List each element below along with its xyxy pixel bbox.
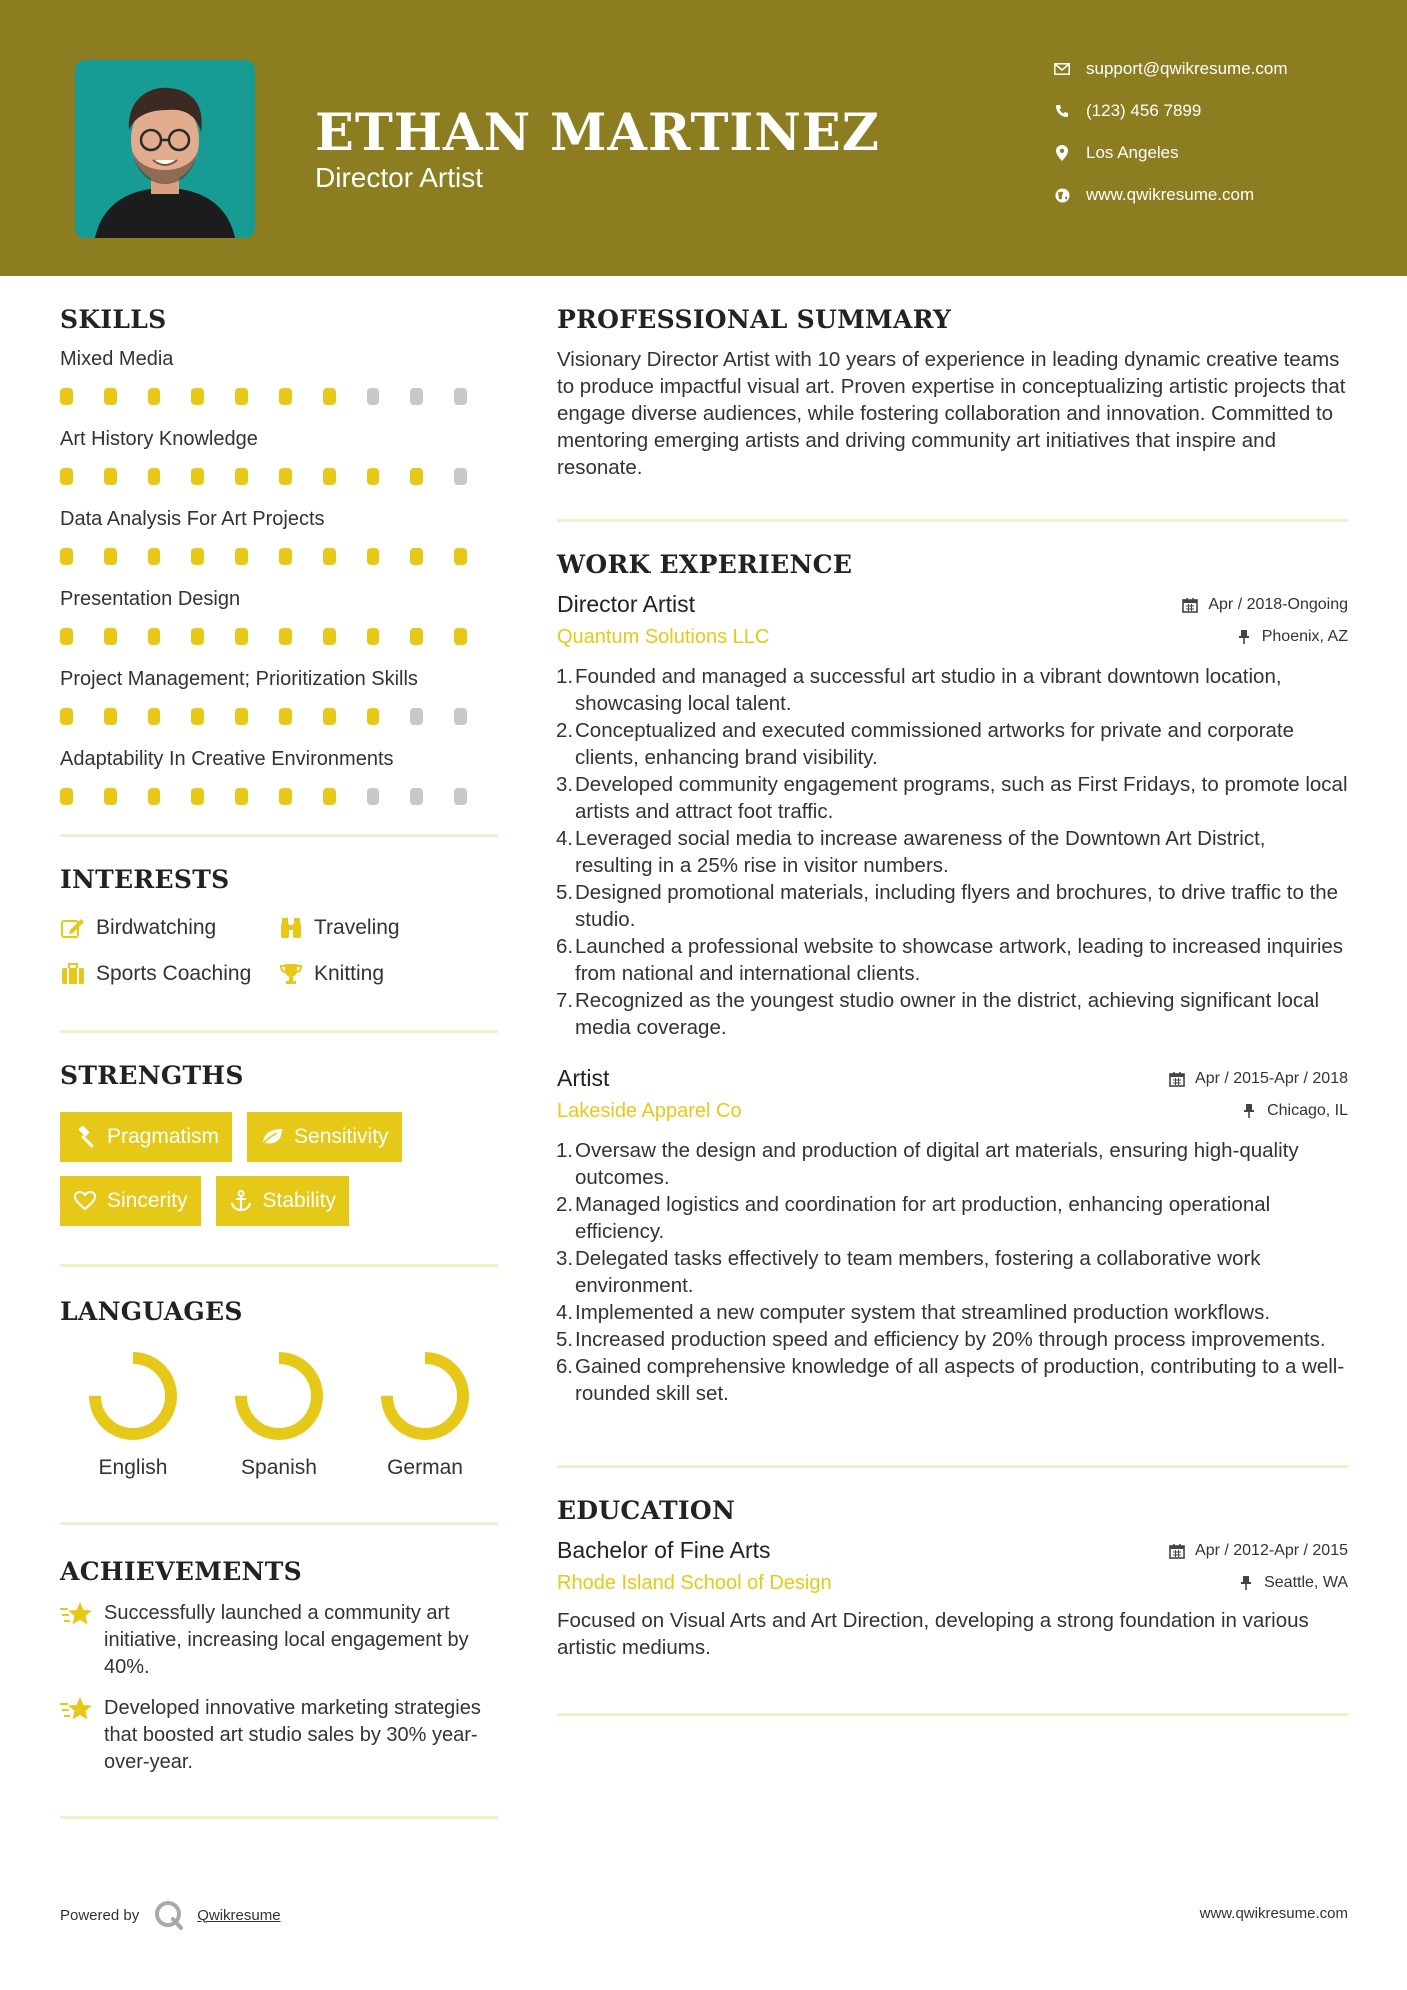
contact-phone[interactable] [1050,96,1370,126]
skill-dot-filled [323,468,336,485]
education-description: Focused on Visual Arts and Art Direction, developing a strong foundation in various artistic mediums. [557,1609,1309,1659]
language-item [352,1350,498,1480]
job-bullet: Recognized as the youngest studio owner in the district, achieving significant local media coverage. [575,989,1320,1039]
pushpin-icon [1239,1101,1259,1121]
pencil-icon [60,915,86,941]
job-bullet: Oversaw the design and production of digital art materials, ensuring high-quality outcomes. [575,1139,1299,1189]
job-bullet: Delegated tasks effectively to team members, fostering a collaborative work environment. [575,1247,1261,1297]
job-bullet: Founded and managed a successful art studio in a vibrant downtown location, showcasing local talent. [575,665,1282,715]
interest-item [60,958,278,990]
language-gauge-arc [95,1358,171,1434]
strength-label: Sensitivity [294,1125,389,1148]
education-entry [557,1533,1348,1661]
job-title: Artist [557,1065,610,1091]
skill-dot-filled [104,788,117,805]
skill-dot-filled [410,468,423,485]
work-title: WORK EXPERIENCE [557,550,853,579]
language-name: English [98,1456,168,1479]
contact-phone-text: (123) 456 7899 [1086,101,1202,120]
briefcase-icon [60,961,86,987]
qwikresume-link[interactable]: Qwikresume [197,1906,281,1924]
interests-list [60,912,498,990]
skill-dot-filled [367,548,380,565]
job-location-text: Chicago, IL [1267,1102,1348,1119]
calendar-icon [1167,1541,1187,1561]
job-dates [1167,1069,1348,1089]
skill-dot-filled [410,548,423,565]
candidate-role: Director Artist [315,162,484,193]
job-company: Lakeside Apparel Co [557,1100,742,1122]
skills-list [60,342,498,816]
summary-text: Visionary Director Artist with 10 years of experience in leading dynamic creative teams to produce impactful visual art. Proven expertise in conceptualizing artistic projects that engage diverse audiences, while fostering collaboration and innovation. Committed to mentoring emerging artists and driving community art initiatives that inspire and resonate. [557,348,1346,479]
skill-name: Data Analysis For Art Projects [60,508,325,530]
education-dates-text: Apr / 2012-Apr / 2015 [1195,1542,1348,1559]
language-name: Spanish [241,1456,317,1479]
map-pin-icon [1050,141,1074,165]
skill-dot-filled [60,548,73,565]
footer-branding [60,1895,281,1935]
skill-dot-filled [104,388,117,405]
strengths-title: STRENGTHS [60,1061,244,1090]
skill-dot-empty [454,388,467,405]
powered-by-text: Powered by [60,1906,140,1924]
strength-tag [60,1112,232,1162]
skill-dot-filled [367,708,380,725]
section-divider [60,1816,498,1819]
trophy-icon [278,961,304,987]
job-bullet: Designed promotional materials, including flyers and brochures, to drive traffic to the studio. [575,881,1339,931]
skill-dot-filled [323,548,336,565]
job-company: Quantum Solutions LLC [557,626,770,648]
education-location [1236,1573,1348,1593]
skill-dot-filled [104,628,117,645]
skill-dot-filled [191,388,204,405]
left-column [60,300,498,1819]
calendar-icon [1167,1069,1187,1089]
education-title: EDUCATION [557,1496,736,1525]
skill-dot-filled [191,788,204,805]
achievement-text: Successfully launched a community art initiative, increasing local engagement by 40%. [104,1602,469,1678]
skill-dot-empty [410,708,423,725]
job-bullets [557,663,1348,1041]
skill-dot-filled [104,468,117,485]
job-title: Director Artist [557,591,696,617]
job-bullet: Increased production speed and efficiency by 20% through process improvements. [575,1328,1326,1351]
pushpin-icon [1234,627,1254,647]
job-bullet: Conceptualized and executed commissioned artworks for private and corporate clients, enhancing brand visibility. [575,719,1295,769]
languages-title: LANGUAGES [60,1297,243,1326]
contact-location-text: Los Angeles [1086,143,1179,162]
achievement-item [60,1695,498,1776]
skill-dot-empty [454,708,467,725]
skills-title: SKILLS [60,305,167,334]
skill-dot-filled [279,628,292,645]
skill-dot-filled [323,708,336,725]
strength-tag [216,1176,350,1226]
job-dates [1180,595,1348,615]
language-gauge-arc [241,1358,317,1434]
skill-rating [60,536,498,576]
achievements-title: ACHIEVEMENTS [60,1557,302,1586]
contact-website-text: www.qwikresume.com [1086,185,1255,204]
skill-dot-filled [148,708,161,725]
skill-dot-filled [148,628,161,645]
language-gauge-arc [387,1358,463,1434]
section-divider [557,519,1348,522]
summary-section [557,300,1348,481]
skill-dot-filled [279,388,292,405]
degree: Bachelor of Fine Arts [557,1537,771,1563]
skill-dot-filled [279,708,292,725]
anchor-icon [229,1189,253,1213]
section-divider [60,1264,498,1267]
job-bullet: Implemented a new computer system that streamlined production workflows. [575,1301,1271,1324]
skill-dot-filled [191,708,204,725]
skill-rating [60,696,498,736]
skill-name: Presentation Design [60,588,241,610]
language-item [60,1350,206,1480]
strength-label: Sincerity [107,1189,188,1212]
skill-dot-filled [235,708,248,725]
skill-dot-filled [279,548,292,565]
skill-dot-filled [367,468,380,485]
interest-label: Knitting [314,962,385,985]
job-bullet: Leveraged social media to increase awareness of the Downtown Art District, resulting in a 25% rise in visitor numbers. [575,827,1266,877]
section-divider [60,1522,498,1525]
strength-label: Pragmatism [107,1125,220,1148]
strength-tag [60,1176,201,1226]
languages-list [60,1350,498,1480]
skill-dot-empty [410,388,423,405]
job-dates-text: Apr / 2018-Ongoing [1208,596,1348,613]
skill-rating [60,776,498,816]
skill-dot-filled [191,548,204,565]
section-divider [60,834,498,837]
language-name: German [387,1456,463,1479]
heart-icon [73,1189,97,1213]
skill-dot-filled [148,388,161,405]
job-bullet: Launched a professional website to showcase artwork, leading to increased inquiries from national and international clients. [575,935,1344,985]
globe-icon [1050,183,1074,207]
skill-name: Project Management; Prioritization Skills [60,668,418,690]
strength-tag [247,1112,402,1162]
star-icon [60,1695,94,1725]
skill-name: Art History Knowledge [60,428,258,450]
binoculars-icon [278,915,304,941]
skill-dot-filled [104,548,117,565]
section-divider [60,1030,498,1033]
education-location-text: Seattle, WA [1264,1574,1348,1591]
skill-dot-filled [279,468,292,485]
skill-rating [60,456,498,496]
phone-icon [1050,99,1074,123]
job-bullet: Developed community engagement programs, such as First Fridays, to promote local artists and attract foot traffic. [575,773,1348,823]
job-entry [557,1061,1348,1407]
skill-dot-filled [235,548,248,565]
skill-dot-empty [454,468,467,485]
skill-dot-empty [367,788,380,805]
skill-dot-filled [410,628,423,645]
interest-label: Sports Coaching [96,962,252,985]
skill-dot-filled [60,708,73,725]
skill-dot-filled [60,468,73,485]
skill-dot-filled [191,468,204,485]
skill-dot-filled [454,628,467,645]
interest-label: Traveling [314,916,400,939]
school: Rhode Island School of Design [557,1572,832,1594]
strength-label: Stability [262,1189,337,1212]
strengths-section [60,1061,498,1226]
skill-dot-filled [323,388,336,405]
skill-dot-empty [367,388,380,405]
skill-dot-empty [454,788,467,805]
skill-rating [60,376,498,416]
interest-item [278,912,478,944]
achievements-section [60,1557,498,1776]
summary-title: PROFESSIONAL SUMMARY [557,305,952,334]
profile-photo [75,60,255,238]
star-icon [60,1600,94,1630]
skill-dot-filled [235,468,248,485]
languages-section [60,1297,498,1480]
skill-dot-filled [235,628,248,645]
job-dates-text: Apr / 2015-Apr / 2018 [1195,1070,1348,1087]
skill-dot-filled [367,628,380,645]
skill-dot-filled [279,788,292,805]
skill-dot-filled [60,788,73,805]
gavel-icon [73,1125,97,1149]
skill-dot-filled [323,628,336,645]
leaf-icon [260,1125,284,1149]
contact-email-text: support@qwikresume.com [1086,59,1288,78]
education-dates [1167,1541,1348,1561]
interest-item [60,912,278,944]
footer-url[interactable]: www.qwikresume.com [1199,1905,1348,1922]
interests-title: INTERESTS [60,865,230,894]
contact-location [1050,138,1370,168]
calendar-icon [1180,595,1200,615]
skill-dot-filled [60,628,73,645]
achievement-text: Developed innovative marketing strategies that boosted art studio sales by 30% year-over-year. [104,1697,481,1773]
strengths-list [60,1112,480,1226]
skill-dot-filled [148,788,161,805]
skill-dot-filled [148,468,161,485]
skills-section [60,300,498,816]
resume-header [0,0,1407,276]
interest-item [278,958,478,990]
skill-dot-filled [235,788,248,805]
envelope-icon [1050,57,1074,81]
interest-label: Birdwatching [96,916,217,939]
job-bullet: Managed logistics and coordination for art production, enhancing operational efficiency. [575,1193,1271,1243]
skill-rating [60,616,498,656]
language-gauge [233,1350,325,1442]
contact-email[interactable] [1050,54,1370,84]
job-location [1239,1101,1348,1121]
skill-dot-filled [60,388,73,405]
skill-dot-filled [104,708,117,725]
skill-dot-filled [191,628,204,645]
pushpin-icon [1236,1573,1256,1593]
skill-name: Adaptability In Creative Environments [60,748,394,770]
qwikresume-logo-icon [153,1899,185,1931]
work-section [557,550,1348,1407]
language-gauge [379,1350,471,1442]
candidate-name: ETHAN MARTINEZ [315,103,880,163]
skill-dot-filled [148,548,161,565]
job-entry [557,587,1348,1041]
right-column [557,300,1348,1716]
skill-dot-filled [235,388,248,405]
section-divider [557,1465,1348,1468]
job-location-text: Phoenix, AZ [1261,628,1348,645]
skill-name: Mixed Media [60,348,174,370]
skill-dot-filled [454,548,467,565]
language-item [206,1350,352,1480]
contact-website[interactable] [1050,180,1370,210]
interests-section [60,865,498,990]
language-gauge [87,1350,179,1442]
section-divider [557,1713,1348,1716]
job-bullet: Gained comprehensive knowledge of all aspects of production, contributing to a well-rounded skill set. [575,1355,1345,1405]
achievement-item [60,1600,498,1681]
skill-dot-filled [323,788,336,805]
skill-dot-empty [410,788,423,805]
job-bullets [557,1137,1348,1407]
job-location [1234,627,1348,647]
education-section [557,1496,1348,1661]
